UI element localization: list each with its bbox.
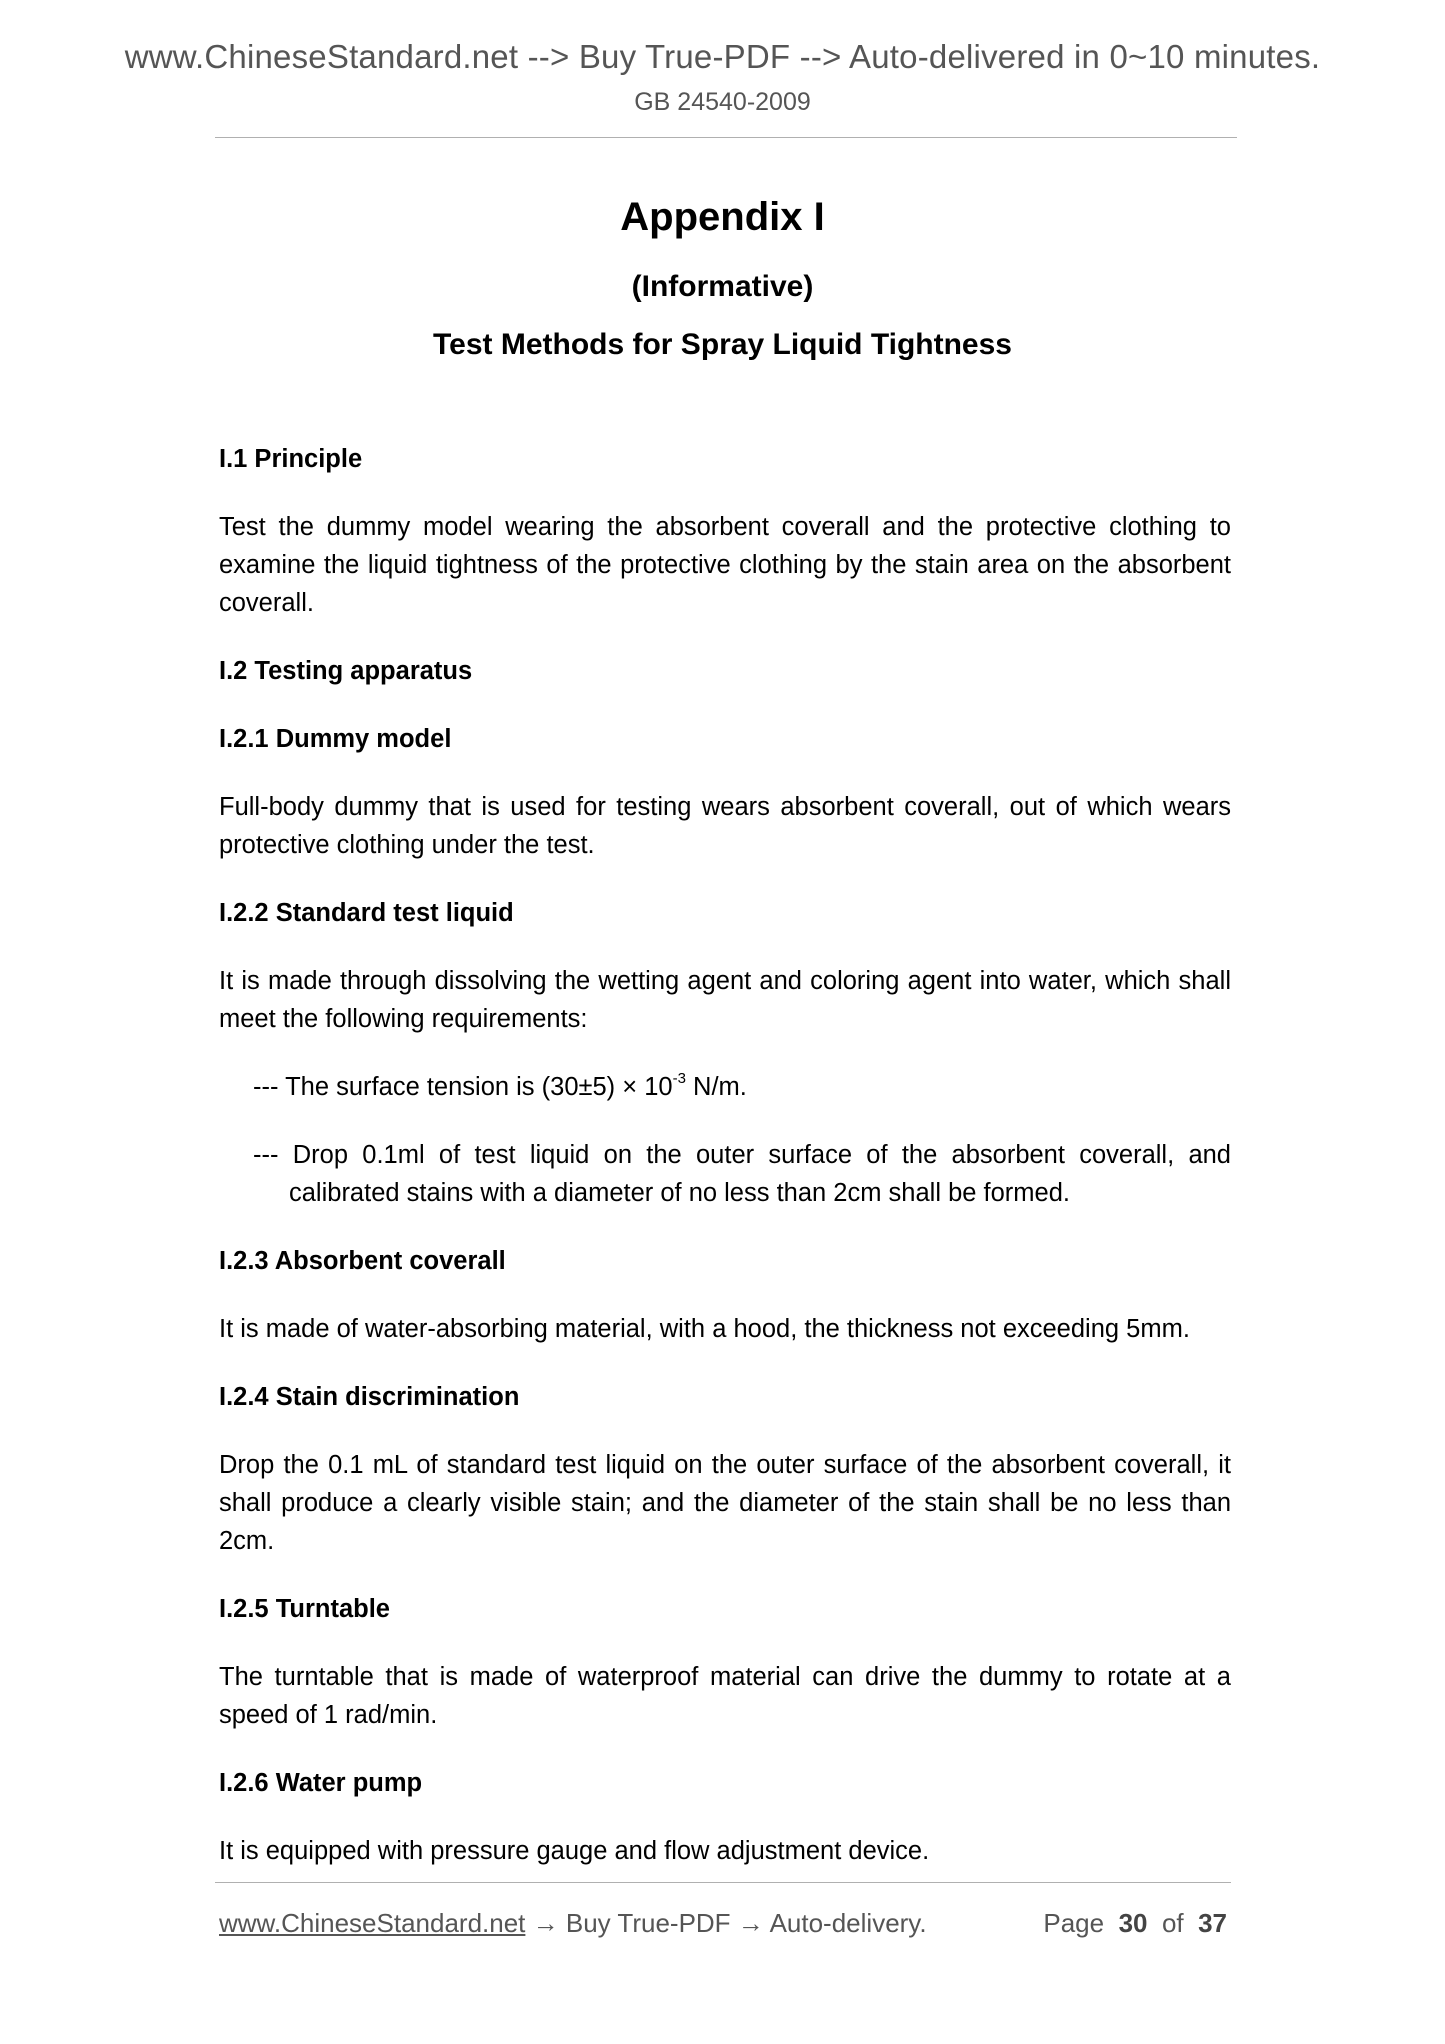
section-text-standard-test-liquid: It is made through dissolving the wetting agent and coloring agent into water, which shall meet the following requirements: (219, 967, 1231, 1033)
page-total: 37 (1198, 1908, 1227, 1938)
requirement-item-calibrated-stain: --- Drop 0.1ml of test liquid on the outer surface of the absorbent coverall, and calibrated stains with a diameter of no less than 2cm shall be formed. (253, 1141, 1231, 1207)
requirement-unit: N/m. (685, 1073, 747, 1101)
section-text-dummy-model: Full-body dummy that is used for testing wears absorbent coverall, out of which wears protective clothing under the test. (219, 793, 1231, 859)
section-text-stain-discrimination: Drop the 0.1 mL of standard test liquid on the outer surface of the absorbent coverall, it shall produce a clearly visible stain; and the diameter of the stain shall be no less than 2cm. (219, 1451, 1231, 1555)
section-heading-principle: I.1 Principle (219, 445, 363, 473)
document-body (219, 440, 1231, 1900)
requirement-item-surface-tension (253, 1068, 1231, 1106)
section-text-absorbent-coverall: It is made of water-absorbing material, with a hood, the thickness not exceeding 5mm. (219, 1315, 1190, 1343)
of-label: of (1161, 1908, 1184, 1938)
footer-website-link[interactable]: www.ChineseStandard.net (219, 1908, 526, 1938)
footer-divider (215, 1882, 1231, 1883)
section-text-water-pump: It is equipped with pressure gauge and flow adjustment device. (219, 1837, 930, 1865)
page-number: 30 (1118, 1908, 1148, 1938)
section-heading-water-pump: I.2.6 Water pump (219, 1769, 423, 1797)
section-heading-stain-discrimination: I.2.4 Stain discrimination (219, 1383, 520, 1411)
page-indicator (1043, 1908, 1227, 1939)
footer-text: → Buy True-PDF → Auto-delivery. (525, 1908, 927, 1938)
header-divider (215, 137, 1237, 138)
appendix-title: Appendix I (620, 195, 825, 239)
appendix-type: (Informative) (631, 270, 814, 303)
top-banner: www.ChineseStandard.net --> Buy True-PDF --> Auto-delivered in 0~10 minutes. (124, 38, 1321, 75)
section-heading-standard-test-liquid: I.2.2 Standard test liquid (219, 899, 514, 927)
section-heading-testing-apparatus: I.2 Testing apparatus (219, 657, 473, 685)
section-heading-dummy-model: I.2.1 Dummy model (219, 725, 452, 753)
section-heading-absorbent-coverall: I.2.3 Absorbent coverall (219, 1247, 506, 1275)
document-code: GB 24540-2009 (634, 88, 811, 116)
requirement-text: --- The surface tension is (30±5) × 10 (253, 1073, 673, 1101)
section-text-turntable: The turntable that is made of waterproof material can drive the dummy to rotate at a speed of 1 rad/min. (219, 1663, 1231, 1729)
exponent: -3 (672, 1069, 686, 1087)
section-heading-turntable: I.2.5 Turntable (219, 1595, 390, 1623)
section-text-principle: Test the dummy model wearing the absorbent coverall and the protective clothing to examine the liquid tightness of the protective clothing by the stain area on the absorbent coverall. (219, 513, 1231, 617)
page-footer (219, 1908, 1231, 1939)
page-label: Page (1043, 1908, 1105, 1938)
appendix-subject: Test Methods for Spray Liquid Tightness (433, 328, 1012, 361)
